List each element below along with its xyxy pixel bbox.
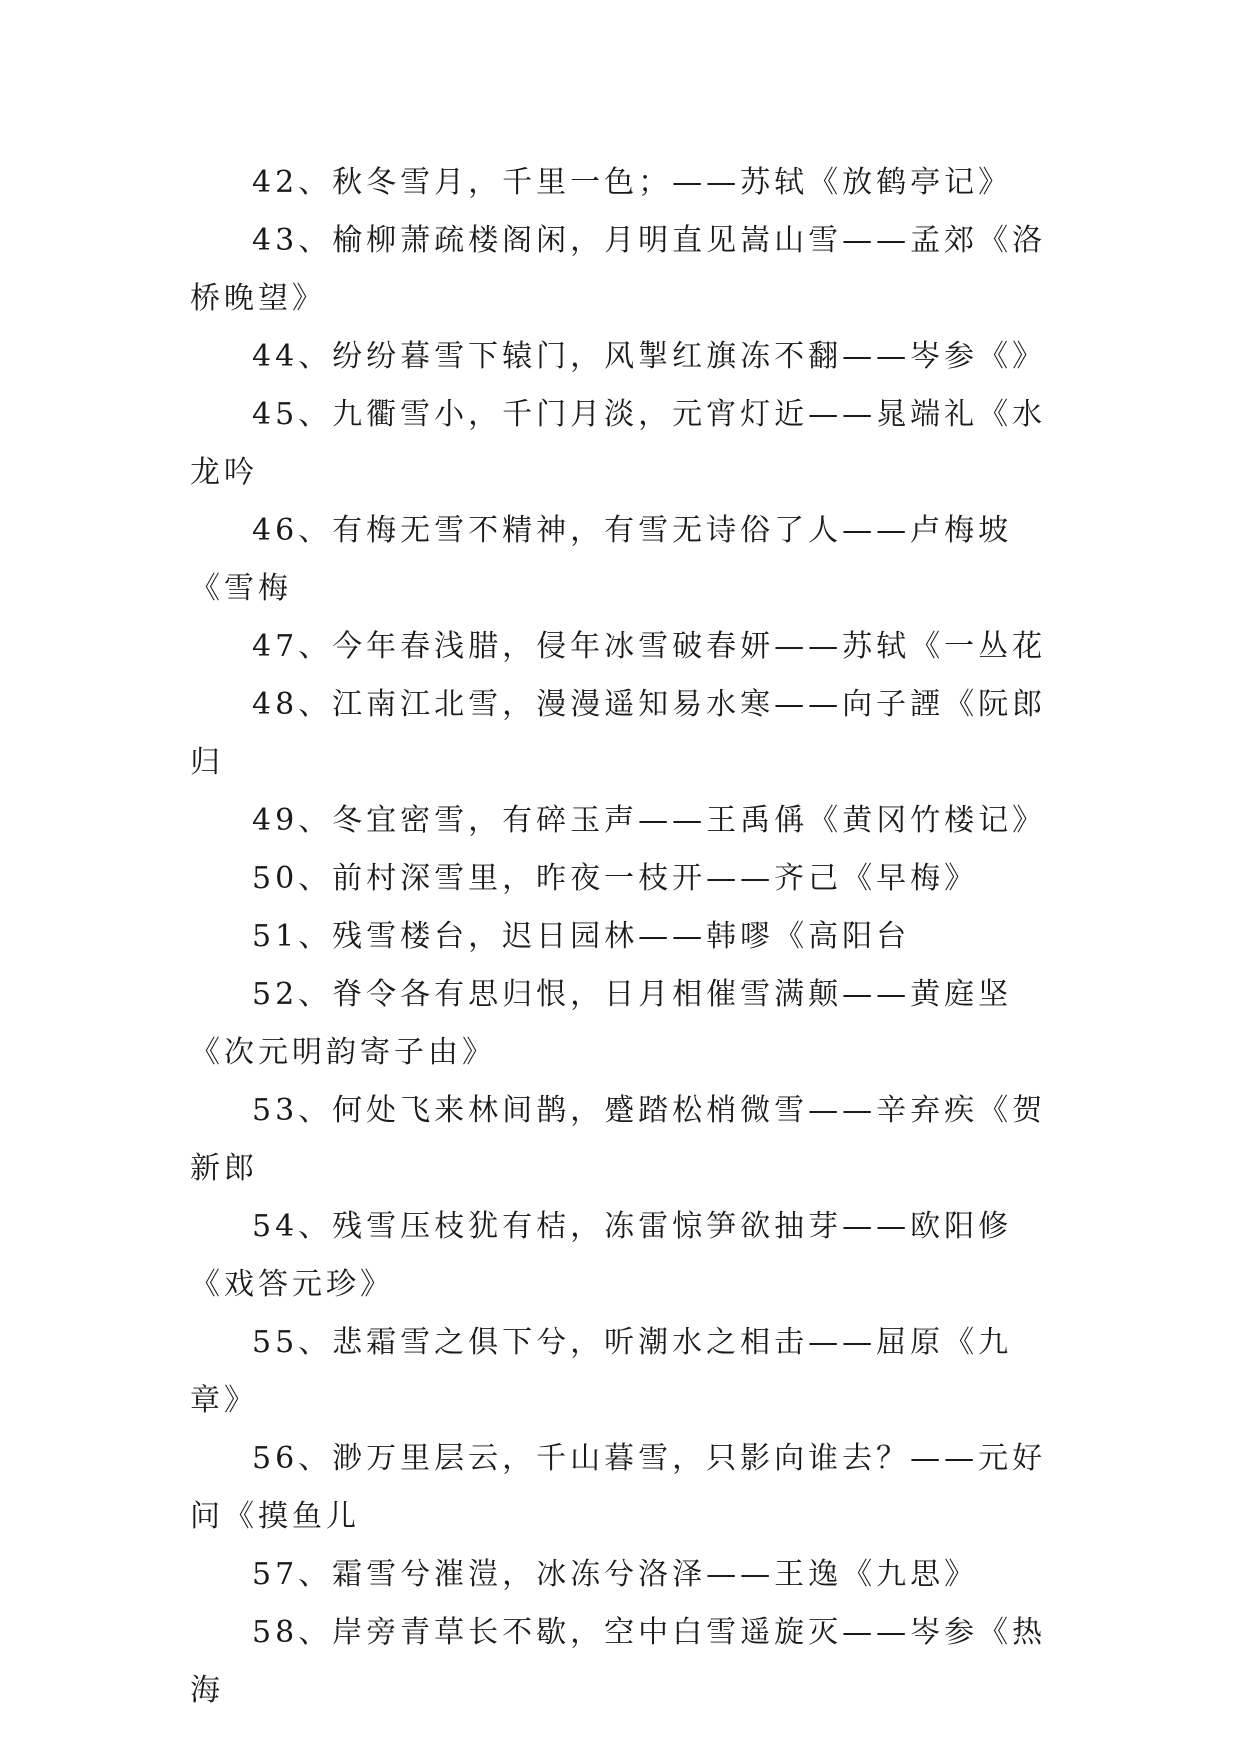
list-item: 56、渺万里层云，千山暮雪，只影向谁去？——元好问《摸鱼儿: [190, 1441, 1047, 1534]
list-item: 49、冬宜密雪，有碎玉声——王禹偁《黄冈竹楼记》: [252, 803, 1047, 838]
list-item: 52、脊令各有思归恨，日月相催雪满颠——黄庭坚《次元明韵寄子由》: [190, 977, 1013, 1070]
list-item: 44、纷纷暮雪下辕门，风掣红旗冻不翻——岑参《》: [252, 339, 1047, 374]
list-item: 57、霜雪兮漼溰，冰冻兮洛泽——王逸《九思》: [252, 1557, 979, 1592]
list-item: 45、九衢雪小，千门月淡，元宵灯近——晁端礼《水龙吟: [190, 397, 1047, 490]
list-item: 42、秋冬雪月，千里一色；——苏轼《放鹤亭记》: [252, 165, 1013, 200]
list-item: 43、榆柳萧疏楼阁闲，月明直见嵩山雪——孟郊《洛桥晚望》: [190, 223, 1047, 316]
list-item: 48、江南江北雪，漫漫遥知易水寒——向子諲《阮郎归: [190, 687, 1047, 780]
list-item: 53、何处飞来林间鹊，蹙踏松梢微雪——辛弃疾《贺新郎: [190, 1093, 1047, 1186]
list-item: 50、前村深雪里，昨夜一枝开——齐己《早梅》: [252, 861, 979, 896]
list-item: 51、残雪楼台，迟日园林——韩嘐《高阳台: [252, 919, 911, 954]
list-item: 55、悲霜雪之俱下兮，听潮水之相击——屈原《九章》: [190, 1325, 1013, 1418]
poem-list: [190, 154, 1050, 1720]
list-item: 47、今年春浅腊，侵年冰雪破春妍——苏轼《一丛花: [252, 629, 1047, 664]
list-item: 46、有梅无雪不精神，有雪无诗俗了人——卢梅坡《雪梅: [190, 513, 1013, 606]
list-item: 54、残雪压枝犹有桔，冻雷惊笋欲抽芽——欧阳修《戏答元珍》: [190, 1209, 1013, 1302]
list-item: 58、岸旁青草长不歇，空中白雪遥旋灭——岑参《热海: [190, 1615, 1047, 1708]
